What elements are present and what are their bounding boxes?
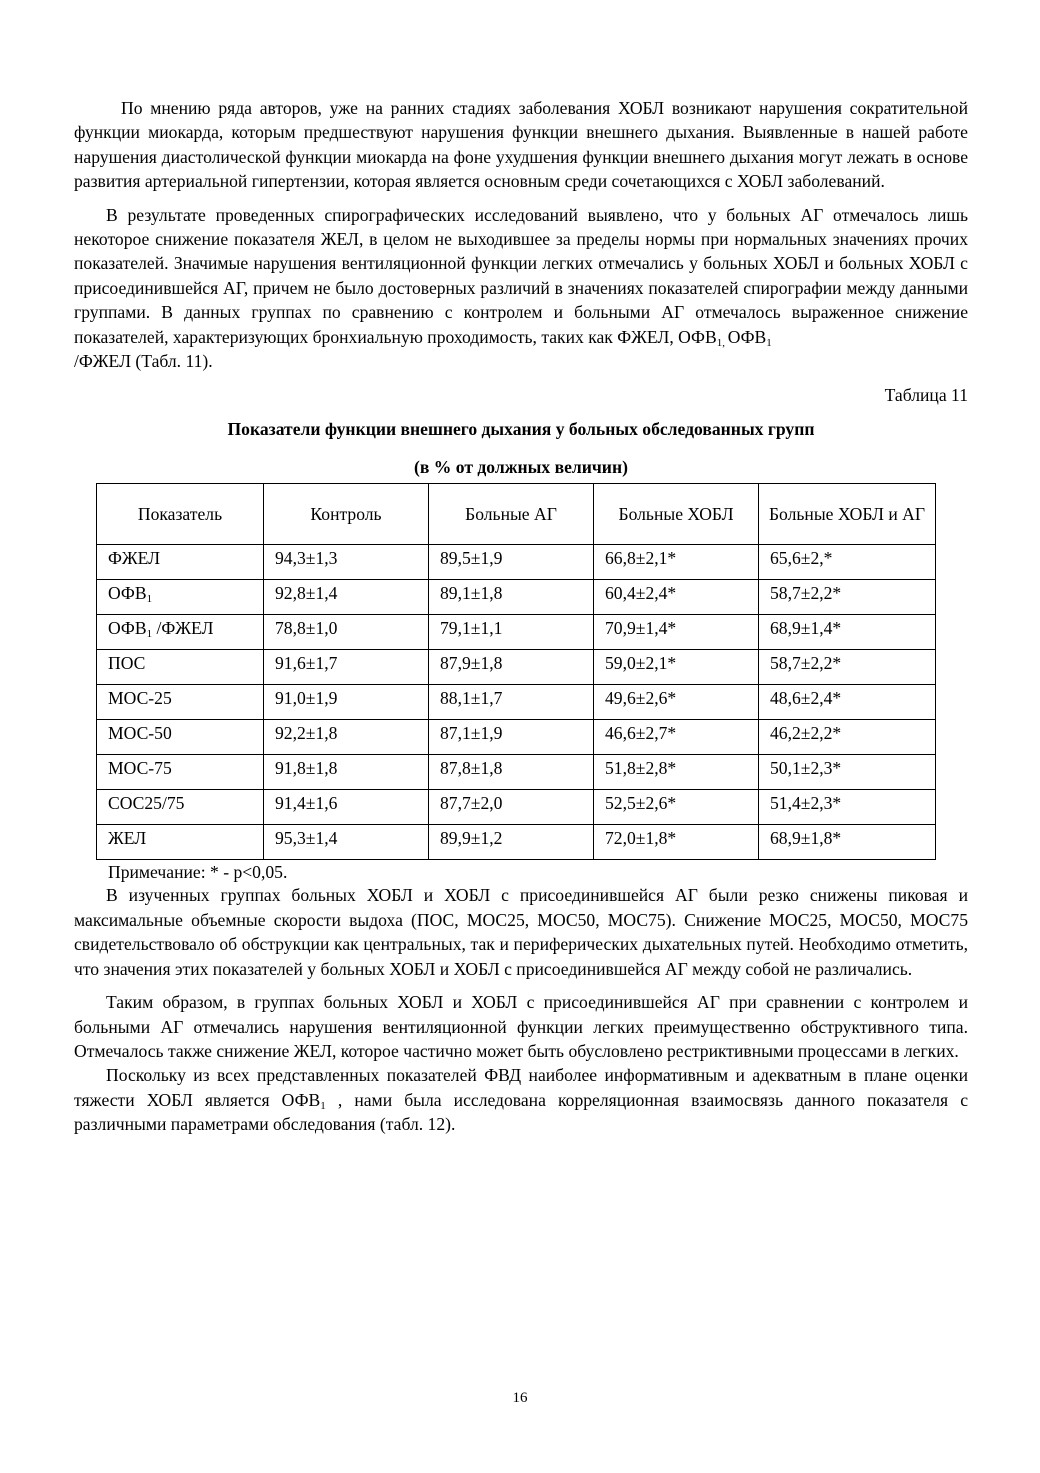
table-cell: 72,0±1,8* [594, 825, 759, 860]
header-cell: Контроль [264, 484, 429, 545]
row-label: ФЖЕЛ [97, 545, 264, 580]
table-cell: 94,3±1,3 [264, 545, 429, 580]
header-cell: Больные ХОБЛ и АГ [759, 484, 936, 545]
table-row [97, 790, 936, 825]
table-cell: 91,8±1,8 [264, 755, 429, 790]
table-cell: 58,7±2,2* [759, 650, 936, 685]
table-cell: 68,9±1,8* [759, 825, 936, 860]
table-cell: 51,4±2,3* [759, 790, 936, 825]
table-cell: 87,1±1,9 [429, 720, 594, 755]
paragraph-spirography: В результате проведенных спирографических исследований выявлено, что у больных АГ отмечалось лишь некоторое снижение показателя ЖЕЛ, в целом не выходившее за пределы нормы при нормальных значениях прочих показателей. Значимые нарушения вентиляционной функции легких отмечались у больных ХОБЛ и больных ХОБЛ с присоединившейся АГ, причем не было достоверных различий в значениях показателей спирографии между данными группами. В данных группах по сравнению с контролем и больными АГ отмечалось выраженное снижение показателей, характеризующих бронхиальную проходимость, таких как ФЖЕЛ, $ОФВ_{1,}$ $ОФВ_1$ /ФЖЕЛ (Табл. 11). [74, 204, 968, 372]
table-cell: 89,9±1,2 [429, 825, 594, 860]
table-cell: 51,8±2,8* [594, 755, 759, 790]
table-cell: 58,7±2,2* [759, 580, 936, 615]
table-cell: 68,9±1,4* [759, 615, 936, 650]
table-body [97, 545, 936, 860]
table-cell: 66,8±2,1* [594, 545, 759, 580]
table-cell: 89,1±1,8 [429, 580, 594, 615]
table-cell: 91,6±1,7 [264, 650, 429, 685]
table-note: Примечание: * - р<0,05. [108, 862, 288, 883]
row-label: ЖЕЛ [97, 825, 264, 860]
page-number: 16 [512, 1390, 528, 1406]
data-table [96, 483, 936, 860]
table-cell: 48,6±2,4* [759, 685, 936, 720]
paragraph-conclusion: Таким образом, в группах больных ХОБЛ и ХОБЛ с присоединившейся АГ при сравнении с контролем и больными АГ отмечались нарушения вентиляционной функции легких преимущественно обструктивного типа. Отмечалось также снижение ЖЕЛ, которое частично может быть обусловлено рестриктивными процессами в легких. [74, 992, 968, 1061]
header-cell: Больные АГ [429, 484, 594, 545]
table-cell: 78,8±1,0 [264, 615, 429, 650]
table-row [97, 825, 936, 860]
paragraph-intro: По мнению ряда авторов, уже на ранних стадиях заболевания ХОБЛ возникают нарушения сократительной функции миокарда, которым предшествуют нарушения функции внешнего дыхания. Выявленные в нашей работе нарушения диастолической функции миокарда на фоне ухудшения функции внешнего дыхания могут лежать в основе развития артериальной гипертензии, которая является основным среди сочетающихся с ХОБЛ заболеваний. [74, 98, 968, 192]
document-page [74, 96, 968, 1137]
table-row [97, 580, 936, 615]
table-cell: 87,8±1,8 [429, 755, 594, 790]
row-label: МОС-50 [97, 720, 264, 755]
table-cell: 92,8±1,4 [264, 580, 429, 615]
table-cell: 70,9±1,4* [594, 615, 759, 650]
table-title: Показатели функции внешнего дыхания у больных обследованных групп [227, 419, 815, 440]
table-cell: 49,6±2,6* [594, 685, 759, 720]
table-cell: 88,1±1,7 [429, 685, 594, 720]
row-label: МОС-25 [97, 685, 264, 720]
table-cell: 52,5±2,6* [594, 790, 759, 825]
row-label: $ОФВ_1$ /ФЖЕЛ [97, 615, 264, 650]
paragraph-flow-rates: В изученных группах больных ХОБЛ и ХОБЛ с присоединившейся АГ были резко снижены пиковая и максимальные объемные скорости выдоха (ПОС, МОС25, МОС50, МОС75). Снижение МОС25, МОС50, МОС75 свидетельствовало об обструкции как центральных, так и периферических дыхательных путей. Необходимо отметить, что значения этих показателей у больных ХОБЛ и ХОБЛ с присоединившейся АГ между собой не различались. [74, 885, 968, 979]
table-row [97, 615, 936, 650]
table-cell: 91,4±1,6 [264, 790, 429, 825]
table-cell: 50,1±2,3* [759, 755, 936, 790]
table-cell: 92,2±1,8 [264, 720, 429, 755]
row-label: СОС25/75 [97, 790, 264, 825]
table-cell: 46,2±2,2* [759, 720, 936, 755]
header-cell: Больные ХОБЛ [594, 484, 759, 545]
table-number: Таблица 11 [884, 385, 968, 406]
table-cell: 87,7±2,0 [429, 790, 594, 825]
table-cell: 79,1±1,1 [429, 615, 594, 650]
paragraph-correlation: Поскольку из всех представленных показателей ФВД наиболее информативным и адекватным в плане оценки тяжести ХОБЛ является $ОФВ_1$ , нами была исследована корреляционная взаимосвязь данного показателя с различными параметрами обследования (табл. 12). [74, 1065, 969, 1135]
header-cell: Показатель [97, 484, 264, 545]
table-cell: 60,4±2,4* [594, 580, 759, 615]
table-cell: 59,0±2,1* [594, 650, 759, 685]
table-row [97, 755, 936, 790]
table-row [97, 720, 936, 755]
table-cell: 95,3±1,4 [264, 825, 429, 860]
table-subtitle: (в % от должных величин) [414, 457, 628, 478]
table-cell: 89,5±1,9 [429, 545, 594, 580]
table-row [97, 650, 936, 685]
row-label: $ОФВ_1$ [97, 580, 264, 615]
table-cell: 46,6±2,7* [594, 720, 759, 755]
table-row [97, 685, 936, 720]
table-row [97, 545, 936, 580]
row-label: МОС-75 [97, 755, 264, 790]
row-label: ПОС [97, 650, 264, 685]
table-cell: 65,6±2,* [759, 545, 936, 580]
table-cell: 87,9±1,8 [429, 650, 594, 685]
table-header-row [97, 484, 936, 545]
table-cell: 91,0±1,9 [264, 685, 429, 720]
